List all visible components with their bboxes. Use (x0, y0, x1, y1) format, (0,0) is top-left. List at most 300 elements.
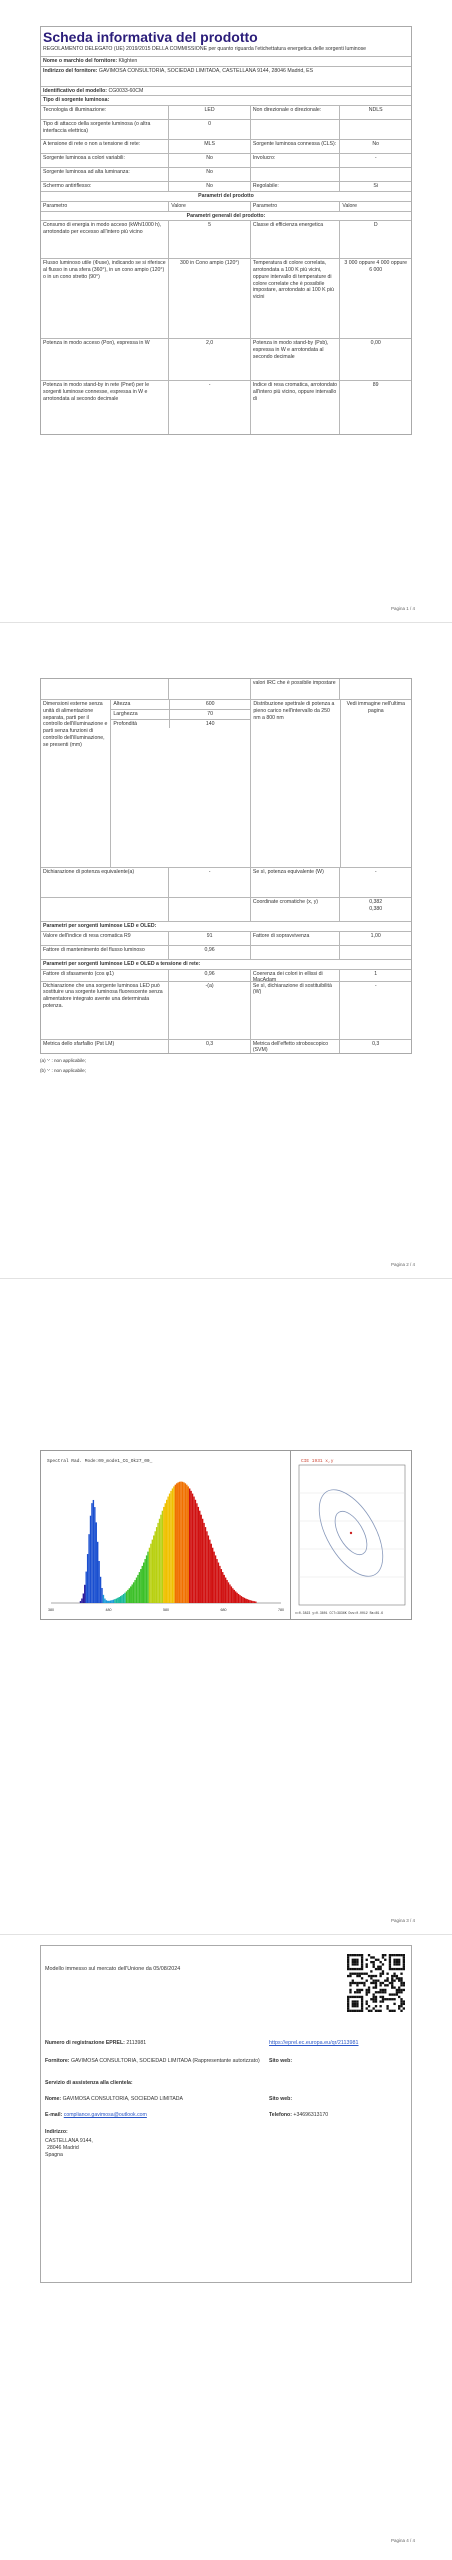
qr-module (347, 1968, 349, 1970)
mains-row (41, 969, 411, 984)
qr-module (400, 2003, 402, 2005)
qr-module (393, 2010, 395, 2012)
qr-module (400, 1980, 402, 1982)
supplier-address-label: Indirizzo del fornitore: (43, 67, 98, 74)
x-tick-label: 680 (220, 1608, 227, 1612)
spectrum-bar (201, 1515, 202, 1603)
spectrum-bar (146, 1555, 147, 1603)
qr-module (389, 1963, 391, 1965)
qr-module (347, 1956, 349, 1958)
phone-value: +34696313170 (293, 2112, 329, 2118)
qr-module (382, 1954, 384, 1956)
name-value: GAVIMOSA CONSULTORIA, SOCIEDAD LIMITADA (62, 2096, 183, 2102)
x-tick-label: 380 (48, 1608, 54, 1612)
qr-module (352, 1973, 354, 1975)
type-row (41, 153, 411, 167)
qr-module (375, 1986, 377, 1988)
spectrum-bar (119, 1597, 120, 1603)
x-tick-label: 780 (278, 1608, 284, 1612)
chromaticity-point (350, 1532, 352, 1534)
spectrum-bar (189, 1488, 190, 1603)
type-row (41, 105, 411, 119)
qr-module (370, 1970, 372, 1972)
led-param-2 (250, 946, 340, 959)
spectrum-bar (172, 1488, 173, 1603)
qr-module (375, 1968, 377, 1970)
qr-module (393, 1980, 395, 1982)
qr-module (361, 2005, 363, 2007)
qr-module (386, 2005, 388, 2007)
spectrum-bar (206, 1531, 207, 1603)
qr-module (403, 1968, 405, 1970)
mains-param: Fattore di sfasamento (cos φ1) (43, 970, 114, 977)
qr-module (393, 1959, 395, 1961)
qr-module (361, 1989, 363, 1991)
qr-module (391, 1977, 393, 1979)
spectrum-bar (147, 1552, 148, 1603)
qr-module (356, 2010, 358, 2012)
qr-module (384, 1980, 386, 1982)
qr-module (389, 1993, 391, 1995)
spectrum-bar (234, 1590, 235, 1603)
model-id: CG0033-60CM (108, 87, 144, 94)
type-param-2 (250, 120, 340, 139)
type-param-2: Regolabile: (250, 182, 340, 191)
spectrum-bar (188, 1486, 189, 1603)
spectrum-bar (202, 1519, 203, 1603)
qr-module (356, 1973, 358, 1975)
qr-module (359, 1968, 361, 1970)
type-param: Schermo antiriflesso: (43, 183, 92, 189)
qr-module (359, 1989, 361, 1991)
spectrum-bar (218, 1563, 219, 1603)
mains-param: Metrica dello sfarfallio (Pst LM) (43, 1040, 115, 1047)
general-row (41, 258, 411, 338)
qr-module (373, 1966, 375, 1968)
qr-module (370, 1982, 372, 1984)
qr-module (361, 1959, 363, 1961)
qr-module (352, 2010, 354, 2012)
spectrum-bar (155, 1531, 156, 1603)
general-param: Flusso luminoso utile (Φuse), indicando se si riferisce al flusso in una sfera (360°), in un cono ampio (120°) o in un cono stretto (90°) (43, 260, 166, 280)
type-param: Tipo di attacco della sorgente luminosa (o altra interfaccia elettrica) (43, 121, 151, 134)
spectrum-bar (160, 1515, 161, 1603)
spectrum-bar (232, 1588, 233, 1603)
qr-module (389, 1961, 391, 1963)
eprel-number: 2113981 (126, 2040, 147, 2046)
qr-module (349, 1975, 351, 1977)
equiv-power-w-label: Se sì, potenza equivalente (W) (250, 868, 340, 897)
qr-module (396, 1993, 398, 1995)
general-param: Potenza in modo stand-by in rete (Pnet) per le sorgenti luminose connesse, espressa in W e arrotondata al secondo decimale (43, 382, 150, 402)
qr-module (379, 1966, 381, 1968)
spectrum-bar (142, 1566, 143, 1603)
qr-module (356, 2005, 358, 2007)
qr-module (370, 2010, 372, 2012)
qr-module (354, 2005, 356, 2007)
spectrum-bar (165, 1503, 166, 1603)
qr-module (368, 1989, 370, 1991)
qr-module (354, 1968, 356, 1970)
col-header-value: Valore (168, 202, 250, 211)
qr-module (377, 1980, 379, 1982)
qr-module (356, 2000, 358, 2002)
spectrum-bar (252, 1601, 253, 1603)
qr-module (396, 1963, 398, 1965)
spectrum-bar (134, 1580, 135, 1603)
qr-module (391, 1984, 393, 1986)
qr-module (373, 1975, 375, 1977)
qr-module (377, 1991, 379, 1993)
qr-module (370, 1977, 372, 1979)
spectrum-bar (179, 1482, 180, 1603)
qr-module (363, 1984, 365, 1986)
spectrum-bar (149, 1548, 150, 1603)
spectrum-bar (96, 1522, 97, 1603)
qr-module (403, 1984, 405, 1986)
spectrum-bar (116, 1598, 117, 1603)
email-link[interactable]: compliance.gavimosa@outlook.com (63, 2112, 147, 2118)
qr-module (377, 2010, 379, 2012)
qr-module (366, 2007, 368, 2009)
qr-module (379, 1989, 381, 1991)
qr-module (370, 1961, 372, 1963)
spectrum-bar (162, 1511, 163, 1603)
mains-value: -(a) (168, 982, 250, 1039)
qr-module (373, 1993, 375, 1995)
qr-module (384, 1989, 386, 1991)
qr-module (361, 1998, 363, 2000)
qr-module (356, 1982, 358, 1984)
qr-module (366, 2003, 368, 2005)
qr-module (398, 1954, 400, 1956)
regulation-text: REGOLAMENTO DELEGATO (UE) 2019/2015 DELLA COMMISSIONE per quanto riguarda l'etichettatura energetica delle sorgenti luminose (43, 46, 367, 52)
qr-module (398, 1986, 400, 1988)
qr-module (347, 2003, 349, 2005)
spectrum-bar (183, 1482, 184, 1603)
cie-grid (299, 1493, 405, 1577)
qr-code (347, 1954, 405, 2012)
qr-module (389, 1998, 391, 2000)
dimension-value: 140 (169, 720, 250, 729)
address-block (45, 2138, 93, 2158)
dimension-name: Profondità (113, 720, 138, 727)
spectrum-bar (159, 1519, 160, 1603)
supplier-name: Klighten (118, 57, 138, 64)
qr-module (393, 1986, 395, 1988)
model-label: Identificativo del modello: (43, 87, 107, 94)
qr-module (349, 1996, 351, 1998)
qr-module (356, 1984, 358, 1986)
qr-module (400, 1984, 402, 1986)
mains-param-2: Coerenza dei colori in ellissi di MacAdam (250, 970, 340, 981)
qr-module (347, 1961, 349, 1963)
type-value-2 (339, 168, 411, 181)
spectrum-bar (109, 1601, 110, 1603)
chroma-label: Coordinate cromatiche (x, y) (250, 898, 340, 921)
spectrum-bar (239, 1595, 240, 1603)
spectrum-bar (205, 1527, 206, 1603)
qr-module (400, 1989, 402, 1991)
market-date-text: Modello immesso sul mercato dell'Unione da 05/08/2024 (45, 1966, 181, 1972)
qr-module (403, 1966, 405, 1968)
supplier-value: GAVIMOSA CONSULTORIA, SOCIEDAD LIMITADA (Rappresentante autorizzato) (70, 2058, 260, 2064)
led-row (41, 945, 411, 959)
qr-module (391, 1975, 393, 1977)
qr-module (347, 1975, 349, 1977)
dimension-row (111, 709, 250, 719)
spectrum-bar (152, 1540, 153, 1603)
general-param: Consumo di energia in modo acceso (kWh/1000 h), arrotondato per eccesso all'intero più vicino (43, 222, 162, 235)
led-value: 0,96 (168, 946, 250, 959)
spectrum-bar (130, 1586, 131, 1603)
mains-value: 0,3 (168, 1040, 250, 1053)
spectrum-bar (117, 1598, 118, 1603)
spectrum-bar (94, 1507, 95, 1603)
type-row (41, 167, 411, 181)
qr-module (375, 1998, 377, 2000)
qr-module (393, 1954, 395, 1956)
qr-module (349, 1991, 351, 1993)
qr-module (377, 1968, 379, 1970)
general-param-2: Classe di efficienza energetica (250, 221, 340, 258)
spectrum-bar (226, 1580, 227, 1603)
spectrum-bar (236, 1593, 237, 1603)
spectrum-bar (225, 1578, 226, 1603)
qr-module (347, 1998, 349, 2000)
qr-module (382, 1956, 384, 1958)
mains-param: Dichiarazione che una sorgente luminosa LED può sostituire una sorgente luminosa fluorescente senza alimentatore integrato avente una determinata potenza. (43, 982, 163, 1009)
cie-caption: x=0.3823 y=0.3801 CCT=3936K Duv=0.0012 Ra=89.6 (295, 1611, 383, 1615)
spectrum-bar (86, 1572, 87, 1603)
qr-module (356, 1968, 358, 1970)
spectrum-bar (93, 1500, 94, 1603)
dimension-name: Altezza (113, 701, 131, 707)
qr-module (349, 1982, 351, 1984)
spectrum-bar (166, 1500, 167, 1603)
qr-module (382, 1989, 384, 1991)
chroma-value: 0,382 0,380 (339, 898, 411, 921)
mains-value: 0,96 (168, 970, 250, 981)
qr-module (373, 1980, 375, 1982)
qr-module (352, 1961, 354, 1963)
qr-module (352, 1968, 354, 1970)
dimension-value: 600 (169, 700, 250, 709)
spectrum-bar (153, 1535, 154, 1603)
type-value-2 (339, 120, 411, 139)
qr-module (368, 1991, 370, 1993)
type-value: No (168, 182, 250, 191)
qr-module (361, 1973, 363, 1975)
qr-module (361, 1961, 363, 1963)
spectrum-bar (101, 1588, 102, 1603)
qr-module (352, 1980, 354, 1982)
qr-module (349, 1973, 351, 1975)
spectrum-bar (193, 1497, 194, 1603)
type-value: 0 (168, 120, 250, 139)
qr-module (379, 2010, 381, 2012)
type-value-2: - (339, 154, 411, 167)
qr-module (354, 2003, 356, 2005)
spectral-dist-value: Vedi immagine nell'ultima pagina (340, 700, 411, 867)
qr-module (396, 1989, 398, 1991)
spectrum-bar (198, 1507, 199, 1603)
spectrum-bar (137, 1575, 138, 1603)
spectrum-bar (248, 1600, 249, 1603)
spectrum-bar (123, 1594, 124, 1603)
spectrum-bar (83, 1593, 84, 1603)
qr-module (379, 1975, 381, 1977)
spectrum-bar (100, 1577, 101, 1603)
qr-module (368, 2005, 370, 2007)
qr-module (398, 2007, 400, 2009)
type-value: No (168, 154, 250, 167)
equiv-power-w-value: - (339, 868, 411, 897)
qr-module (403, 1959, 405, 1961)
spectrum-bar (241, 1596, 242, 1603)
cie-title: CIE 1931 x,y (301, 1459, 334, 1464)
type-param-2: Non direzionale o direzionale: (250, 106, 340, 119)
qr-module (375, 1982, 377, 1984)
qr-module (391, 1968, 393, 1970)
qr-module (363, 1982, 365, 1984)
qr-module (361, 1956, 363, 1958)
qr-module (373, 1963, 375, 1965)
dimension-row (111, 700, 250, 709)
qr-module (356, 1989, 358, 1991)
mains-value-2: 0,3 (339, 1040, 411, 1053)
product-info-sheet-page-1 (40, 26, 412, 435)
product-info-sheet-page-2 (40, 678, 412, 1054)
spectrum-bar (106, 1600, 107, 1603)
qr-module (386, 1984, 388, 1986)
qr-module (398, 1977, 400, 1979)
qr-module (368, 1986, 370, 1988)
qr-module (354, 1996, 356, 1998)
general-value-2: D (339, 221, 411, 258)
qr-module (370, 1956, 372, 1958)
spectrum-bar (104, 1599, 105, 1603)
qr-module (384, 1954, 386, 1956)
spectrum-bar (244, 1598, 245, 1603)
qr-module (393, 1973, 395, 1975)
qr-module (347, 2010, 349, 2012)
qr-module (359, 1996, 361, 1998)
qr-module (366, 1966, 368, 1968)
qr-module (373, 2007, 375, 2009)
qr-module (384, 1998, 386, 2000)
general-param: Potenza in modo acceso (Pon), espressa in W (43, 340, 150, 347)
spectrum-bar (156, 1527, 157, 1603)
spectrum-bar (139, 1572, 140, 1603)
qr-module (396, 1954, 398, 1956)
mains-row (41, 1039, 411, 1053)
qr-module (382, 1996, 384, 1998)
spectrum-bar (208, 1535, 209, 1603)
qr-module (354, 1991, 356, 1993)
spectrum-bar (90, 1516, 91, 1603)
col-header-param-2: Parametro (250, 202, 340, 211)
qr-module (389, 1968, 391, 1970)
type-param: Sorgente luminosa a colori variabili: (43, 155, 125, 161)
spectrum-bar (229, 1584, 230, 1603)
spectrum-bar (163, 1507, 164, 1603)
qr-module (391, 1954, 393, 1956)
qr-module (379, 1984, 381, 1986)
spectrum-bar (173, 1486, 174, 1603)
spectrum-bar (114, 1599, 115, 1603)
qr-module (356, 1961, 358, 1963)
qr-module (379, 2005, 381, 2007)
qr-module (368, 2010, 370, 2012)
qr-module (375, 1980, 377, 1982)
qr-module (356, 2003, 358, 2005)
type-value: No (168, 168, 250, 181)
spectrum-bar (124, 1593, 125, 1603)
spectrum-bar (91, 1503, 92, 1603)
spectrum-bar (175, 1485, 176, 1603)
general-value: 300 in Cono ampio (120°) (168, 259, 250, 338)
spectrum-bar (219, 1566, 220, 1603)
mains-param-2: Metrica dell'effetto stroboscopico (SVM) (250, 1040, 340, 1053)
general-param-2: Temperatura di colore correlata, arrotondata a 100 K più vicini, oppure intervallo di temperature di colore correlate che è possibile impostare, arrotondato ai 100 K più vicini (250, 259, 340, 338)
qr-module (389, 1966, 391, 1968)
spectrum-bar (212, 1548, 213, 1603)
spectrum-ticks (48, 1608, 284, 1612)
spectrum-bar (251, 1601, 252, 1603)
qr-module (382, 2000, 384, 2002)
qr-module (396, 1975, 398, 1977)
spectrum-bars (51, 1482, 281, 1603)
qr-module (398, 1968, 400, 1970)
page-number: Pagina 2 / 4 (390, 1262, 415, 1267)
qr-module (400, 2005, 402, 2007)
spectrum-bar (222, 1572, 223, 1603)
qr-module (396, 1961, 398, 1963)
qr-module (363, 1973, 365, 1975)
qr-module (373, 1956, 375, 1958)
qr-module (403, 2003, 405, 2005)
general-row (41, 380, 411, 434)
spectrum-bar (150, 1544, 151, 1603)
supplier-name-label: Nome o marchio del fornitore: (43, 57, 118, 64)
type-param: A tensione di rete o non a tensione di rete: (43, 141, 141, 147)
qr-module (382, 1973, 384, 1975)
spectrum-bar (167, 1497, 168, 1603)
eprel-label: Numero di registrazione EPREL: (45, 2040, 125, 2046)
eprel-link[interactable]: https://eprel.ec.europa.eu/qr/2113981 (269, 2040, 359, 2046)
qr-module (366, 1993, 368, 1995)
qr-module (349, 1954, 351, 1956)
address-line: CASTELLANA 9144, (45, 2138, 93, 2144)
spectrum-bar (221, 1569, 222, 1603)
qr-module (361, 1982, 363, 1984)
qr-module (403, 1982, 405, 1984)
spectrum-bar (216, 1559, 217, 1603)
spectrum-bar (170, 1491, 171, 1603)
qr-module (375, 1996, 377, 1998)
page-title: Scheda informativa del prodotto (43, 29, 258, 45)
qr-module (398, 1980, 400, 1982)
qr-module (393, 2003, 395, 2005)
qr-module (379, 1973, 381, 1975)
qr-module (393, 1998, 395, 2000)
qr-module (398, 1991, 400, 1993)
dimensions-label: Dimensioni esterne senza unità di alimentazione separata, parti per il controllo dell'illuminazione e parti senza funzioni di controllo dell'illuminazione, se presenti (mm) (43, 701, 108, 748)
qr-module (361, 2010, 363, 2012)
spectrum-bar (196, 1503, 197, 1603)
spectrum-bar (169, 1494, 170, 1603)
